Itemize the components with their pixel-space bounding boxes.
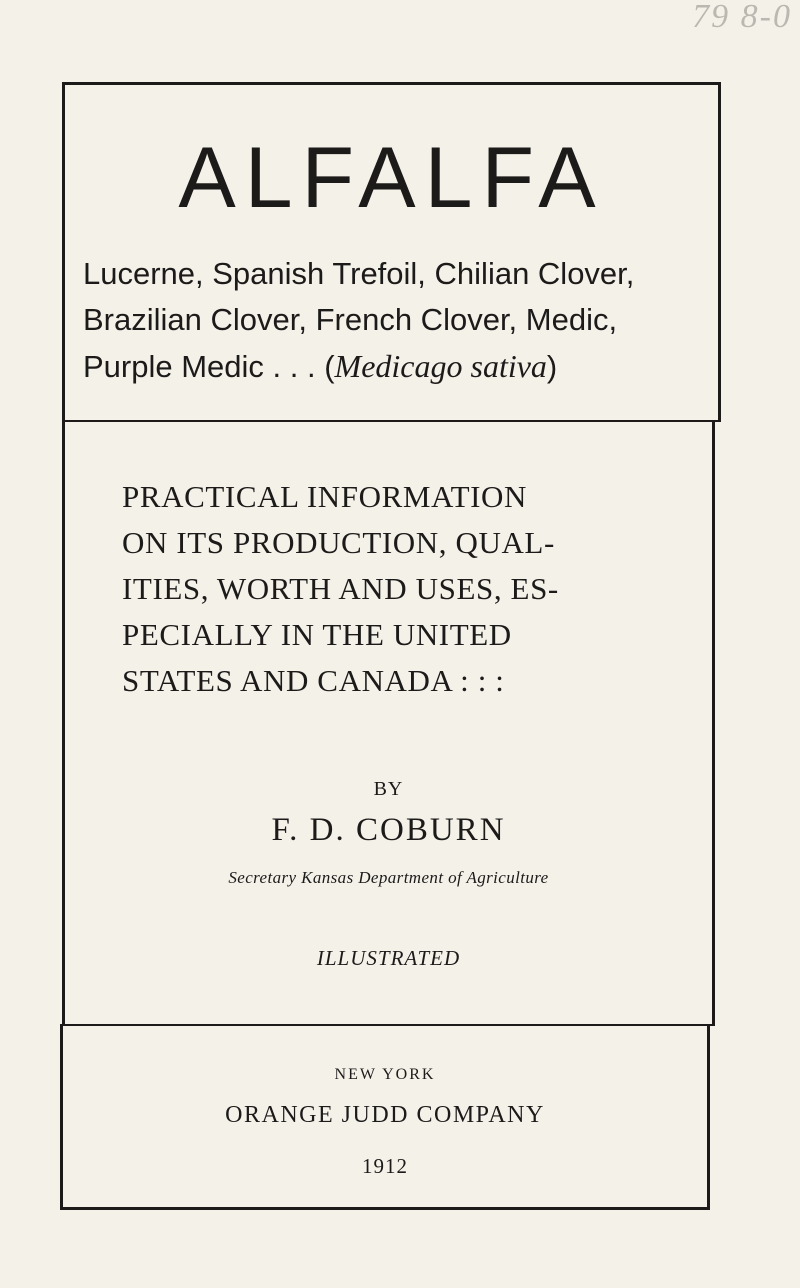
illustrated-label: ILLUSTRATED [316,946,461,970]
author-name: F. D. COBURN [271,812,506,848]
synonyms-line-1: Lucerne, Spanish Trefoil, Chilian Clover, [83,256,635,291]
subtitle-line-2: ON ITS PRODUCTION, QUAL- [122,525,555,560]
subtitle-line-5: STATES AND CANADA : : : [122,663,505,698]
synonyms-block [83,251,710,390]
author-position: Secretary Kansas Department of Agriculture [228,868,549,887]
synonyms-line-3-prefix: Purple Medic . . . ( [83,349,335,384]
subtitle-line-1: PRACTICAL INFORMATION [122,479,528,514]
subtitle-block [122,474,702,704]
publisher-name: ORANGE JUDD COMPANY [225,1102,545,1128]
subtitle-line-3: ITIES, WORTH AND USES, ES- [122,571,559,606]
publication-year: 1912 [362,1154,408,1178]
synonyms-line-2: Brazilian Clover, French Clover, Medic, [83,302,618,337]
book-title: ALFALFA [178,130,605,226]
synonyms-line-3-suffix: ) [546,349,558,384]
title-panel [62,82,721,422]
shelf-mark: 79 8-0 [692,0,792,35]
by-label: BY [373,778,404,800]
scientific-name: Medicago sativa [334,348,547,384]
synonyms-line-3 [83,343,710,390]
description-panel [62,420,715,1026]
publisher-city: NEW YORK [334,1066,436,1083]
imprint-panel [60,1024,710,1210]
subtitle-line-4: PECIALLY IN THE UNITED [122,617,512,652]
